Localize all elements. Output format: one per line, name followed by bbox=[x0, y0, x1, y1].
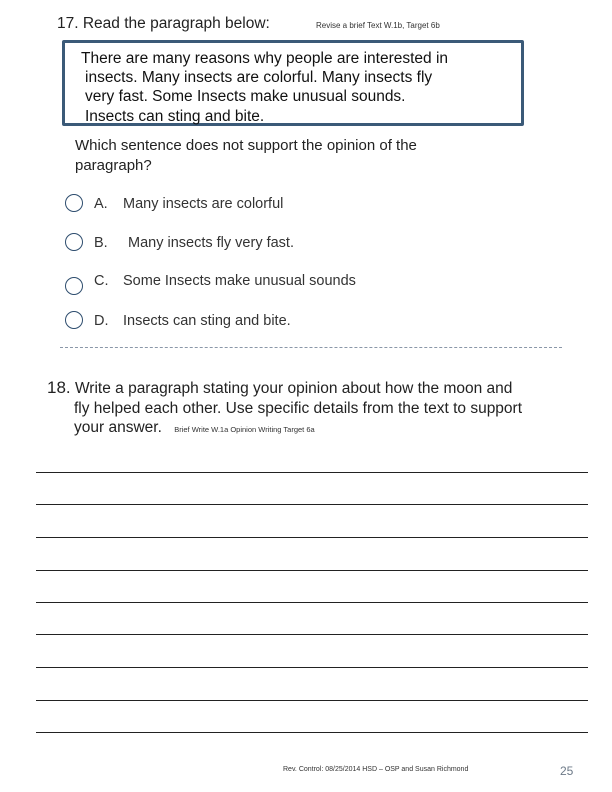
q18-text-line-3: your answer. bbox=[74, 419, 162, 436]
paragraph-box bbox=[62, 40, 524, 126]
section-divider bbox=[60, 347, 562, 348]
paragraph-line-2: insects. Many insects are colorful. Many insects fly bbox=[85, 69, 433, 86]
writing-line[interactable] bbox=[36, 472, 588, 473]
paragraph-line-4: Insects can sting and bite. bbox=[85, 108, 265, 125]
writing-line[interactable] bbox=[36, 504, 588, 505]
question-18-standard-tag: Brief Write W.1a Opinion Writing Target 6a bbox=[174, 425, 315, 434]
page-number: 25 bbox=[560, 764, 574, 778]
writing-line[interactable] bbox=[36, 700, 588, 701]
question-17-title: 17. Read the paragraph below: bbox=[57, 15, 270, 32]
question-18-number: 18. bbox=[47, 378, 71, 397]
question-18 bbox=[47, 378, 597, 440]
question-17-prompt bbox=[75, 136, 417, 176]
prompt-line-1: Which sentence does not support the opinion of the bbox=[75, 137, 417, 154]
writing-line[interactable] bbox=[36, 537, 588, 538]
q18-line-3 bbox=[47, 418, 597, 440]
option-letter: C. bbox=[94, 273, 109, 289]
option-text: Many insects fly very fast. bbox=[128, 235, 294, 251]
question-17-standard-tag: Revise a brief Text W.1b, Target 6b bbox=[316, 21, 440, 30]
writing-line[interactable] bbox=[36, 634, 588, 635]
radio-circle-icon[interactable] bbox=[65, 233, 83, 251]
q18-text-line-1: Write a paragraph stating your opinion about how the moon and bbox=[74, 380, 513, 397]
option-letter: D. bbox=[94, 313, 109, 329]
paragraph-line-1: There are many reasons why people are interested in bbox=[81, 50, 449, 67]
q18-text-line-2: fly helped each other. Use specific details from the text to support bbox=[74, 399, 523, 417]
prompt-line-2: paragraph? bbox=[75, 157, 152, 174]
writing-line[interactable] bbox=[36, 667, 588, 668]
option-text: Some Insects make unusual sounds bbox=[123, 273, 356, 289]
writing-line[interactable] bbox=[36, 602, 588, 603]
q18-line-1 bbox=[47, 378, 597, 399]
option-text: Many insects are colorful bbox=[123, 196, 284, 212]
writing-line[interactable] bbox=[36, 732, 588, 733]
footer-revision-text: Rev. Control: 08/25/2014 HSD – OSP and Susan Richmond bbox=[283, 766, 469, 773]
radio-circle-icon[interactable] bbox=[65, 194, 83, 212]
paragraph-line-3: very fast. Some Insects make unusual sounds. bbox=[85, 88, 406, 105]
option-text: Insects can sting and bite. bbox=[123, 313, 291, 329]
writing-line[interactable] bbox=[36, 570, 588, 571]
radio-circle-icon[interactable] bbox=[65, 311, 83, 329]
radio-circle-icon[interactable] bbox=[65, 277, 83, 295]
option-letter: B. bbox=[94, 235, 108, 251]
option-letter: A. bbox=[94, 196, 108, 212]
